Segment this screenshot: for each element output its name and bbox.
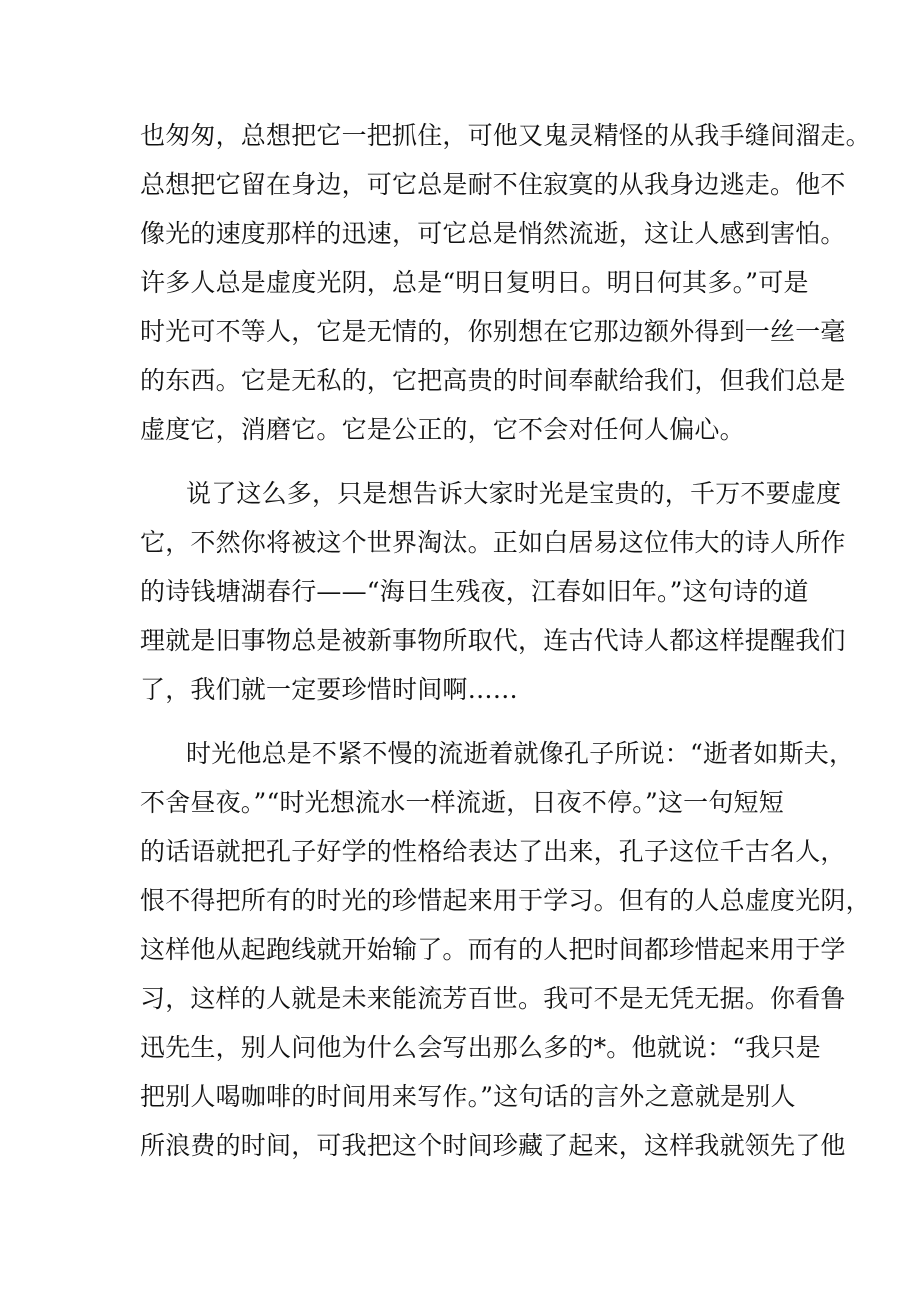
text-line: 习，这样的人就是未来能流芳百世。我可不是无凭无据。你看鲁 bbox=[140, 984, 846, 1013]
text-line: 不舍昼夜。”“时光想流水一样流逝，日夜不停。”这一句短短 bbox=[140, 788, 784, 817]
text-line: 迅先生，别人问他为什么会写出那么多的*。他就说：“我只是 bbox=[140, 1033, 821, 1062]
text-line: 像光的速度那样的迅速，可它总是悄然流逝，这让人感到害怕。 bbox=[140, 219, 846, 248]
text-line: 理就是旧事物总是被新事物所取代，连古代诗人都这样提醒我们 bbox=[140, 626, 846, 655]
text-line: 虚度它，消磨它。它是公正的，它不会对任何人偏心。 bbox=[140, 415, 745, 444]
text-line: 了，我们就一定要珍惜时间啊…… bbox=[140, 675, 519, 704]
text-line: 所浪费的时间，可我把这个时间珍藏了起来，这样我就领先了他 bbox=[140, 1131, 846, 1160]
text-line: 时光他总是不紧不慢的流逝着就像孔子所说：“逝者如斯夫， bbox=[186, 739, 855, 768]
text-line: 说了这么多，只是想告诉大家时光是宝贵的，千万不要虚度 bbox=[186, 479, 842, 508]
text-line: 的话语就把孔子好学的性格给表达了出来，孔子这位千古名人， bbox=[140, 837, 846, 866]
text-line: 恨不得把所有的时光的珍惜起来用于学习。但有的人总虚度光阴， bbox=[140, 886, 871, 915]
text-line: 也匆匆，总想把它一把抓住，可他又鬼灵精怪的从我手缝间溜走。 bbox=[140, 121, 871, 150]
text-line: 的诗钱塘湖春行——“海日生残夜，江春如旧年。”这句诗的道 bbox=[140, 577, 809, 606]
text-line: 许多人总是虚度光阴，总是“明日复明日。明日何其多。”可是 bbox=[140, 268, 809, 297]
text-line: 它，不然你将被这个世界淘汰。正如白居易这位伟大的诗人所作 bbox=[140, 528, 846, 557]
text-line: 这样他从起跑线就开始输了。而有的人把时间都珍惜起来用于学 bbox=[140, 935, 846, 964]
text-line: 时光可不等人，它是无情的，你别想在它那边额外得到一丝一毫 bbox=[140, 317, 846, 346]
text-line: 的东西。它是无私的，它把高贵的时间奉献给我们，但我们总是 bbox=[140, 366, 846, 395]
text-line: 总想把它留在身边，可它总是耐不住寂寞的从我身边逃走。他不 bbox=[140, 170, 846, 199]
text-line: 把别人喝咖啡的时间用来写作。”这句话的言外之意就是别人 bbox=[140, 1082, 796, 1111]
